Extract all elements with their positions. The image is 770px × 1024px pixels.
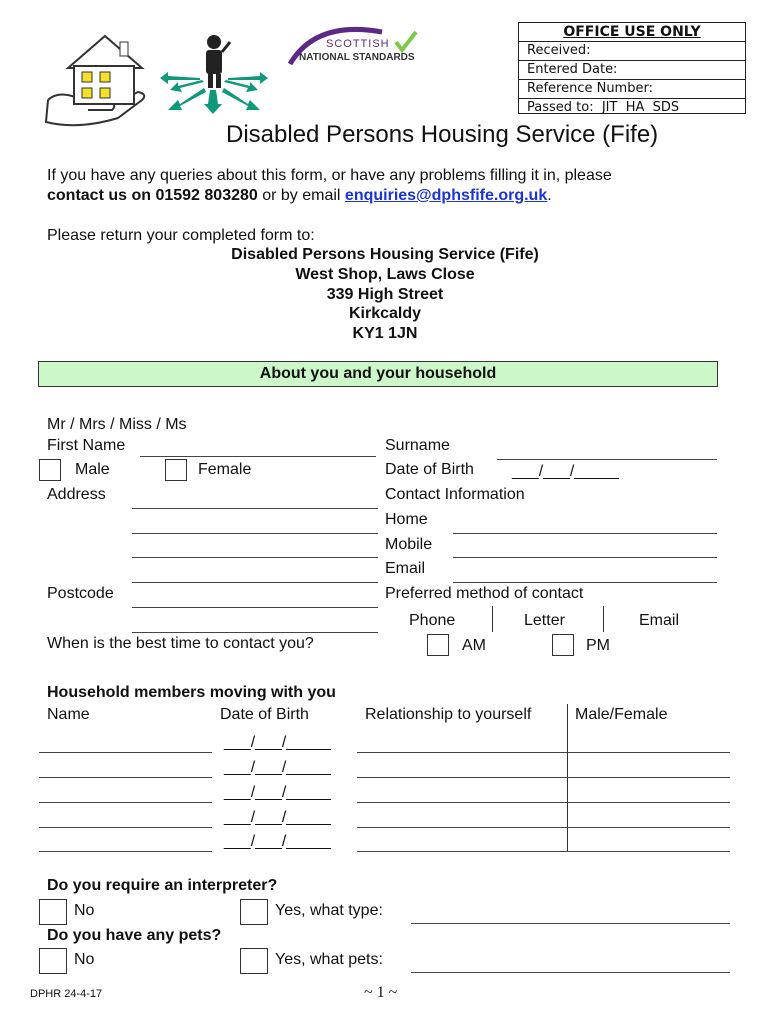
best-time-field[interactable] [132, 632, 378, 633]
pets-no-checkbox[interactable] [39, 948, 67, 974]
address-line-3: 339 High Street [326, 286, 444, 303]
office-reference-number: Reference Number: [519, 79, 745, 98]
house-in-hand-icon [38, 30, 150, 130]
member-relationship-field[interactable] [357, 851, 730, 852]
address-line-2: West Shop, Laws Close [295, 266, 475, 283]
member-relationship-field[interactable] [357, 752, 730, 753]
male-label: Male [75, 461, 110, 478]
first-name-label: First Name [47, 437, 126, 454]
intro-period: . [547, 187, 552, 204]
address-field-4[interactable] [132, 582, 378, 583]
member-dob-field[interactable]: ___/___/_____ [224, 759, 331, 776]
page-number: ~ 1 ~ [364, 984, 398, 1001]
member-name-field[interactable] [39, 752, 212, 753]
office-passed-to: Passed to: JIT HA SDS [519, 98, 745, 117]
first-name-field[interactable] [140, 456, 376, 457]
office-use-box [518, 22, 746, 114]
household-heading: Household members moving with you [47, 684, 336, 701]
contact-phone: contact us on 01592 803280 [47, 187, 258, 204]
mobile-label: Mobile [385, 536, 433, 553]
interpreter-yes-label: Yes, what type: [275, 902, 383, 919]
letter-option[interactable]: Letter [524, 612, 565, 629]
intro-line1: If you have any queries about this form, or have any problems filling it in, please [47, 167, 612, 184]
pets-yes-label: Yes, what pets: [275, 951, 383, 968]
interpreter-type-field[interactable] [411, 923, 730, 924]
col-dob: Date of Birth [220, 706, 309, 723]
office-entered-date: Entered Date: [519, 60, 745, 79]
section-banner: About you and your household [38, 361, 718, 387]
option-divider-2 [603, 606, 604, 632]
mobile-field[interactable] [453, 557, 717, 558]
office-heading: OFFICE USE ONLY [563, 24, 701, 40]
col-gender: Male/Female [575, 706, 668, 723]
pets-type-field[interactable] [411, 972, 730, 973]
address-line-1: Disabled Persons Housing Service (Fife) [231, 246, 539, 263]
tick-icon [396, 32, 416, 50]
member-relationship-field[interactable] [357, 802, 730, 803]
pets-yes-checkbox[interactable] [240, 948, 268, 974]
logo-line1: SCOTTISH [326, 38, 390, 50]
col-relationship: Relationship to yourself [365, 706, 532, 723]
option-divider-1 [492, 606, 493, 632]
interpreter-yes-checkbox[interactable] [240, 899, 268, 925]
address-line-5: KY1 1JN [352, 325, 418, 342]
male-checkbox[interactable] [39, 459, 61, 481]
person-arrows-icon [160, 32, 272, 116]
best-time-label: When is the best time to contact you? [47, 635, 314, 652]
member-name-field[interactable] [39, 827, 212, 828]
address-label: Address [47, 486, 106, 503]
logo-line2: NATIONAL STANDARDS [299, 52, 415, 63]
contact-info-label: Contact Information [385, 486, 525, 503]
interpreter-question: Do you require an interpreter? [47, 877, 278, 894]
pets-question: Do you have any pets? [47, 927, 222, 944]
member-relationship-field[interactable] [357, 777, 730, 778]
email-link[interactable]: enquiries@dphsfife.org.uk [344, 187, 548, 204]
titles-label: Mr / Mrs / Miss / Ms [47, 416, 187, 433]
preferred-contact-label: Preferred method of contact [385, 585, 584, 602]
member-name-field[interactable] [39, 777, 212, 778]
home-field[interactable] [453, 533, 717, 534]
address-field-1[interactable] [132, 508, 378, 509]
postcode-label: Postcode [47, 585, 114, 602]
member-dob-field[interactable]: ___/___/_____ [224, 809, 331, 826]
interpreter-no-checkbox[interactable] [39, 899, 67, 925]
return-label: Please return your completed form to: [47, 227, 315, 244]
dob-label: Date of Birth [385, 461, 474, 478]
member-name-field[interactable] [39, 802, 212, 803]
home-label: Home [385, 511, 428, 528]
page-title: Disabled Persons Housing Service (Fife) [226, 121, 659, 148]
member-name-field[interactable] [39, 851, 212, 852]
member-dob-field[interactable]: ___/___/_____ [224, 784, 331, 801]
pm-label: PM [586, 637, 610, 654]
member-dob-field[interactable]: ___/___/_____ [224, 734, 331, 751]
email-field[interactable] [453, 582, 717, 583]
am-label: AM [462, 637, 486, 654]
col-name: Name [47, 706, 90, 723]
form-code: DPHR 24-4-17 [30, 988, 103, 1000]
pets-no-label: No [74, 951, 95, 968]
intro-line2 [47, 187, 552, 205]
pm-checkbox[interactable] [552, 634, 574, 656]
column-divider [567, 704, 568, 852]
address-line-4: Kirkcaldy [348, 305, 422, 322]
by-email-text: or by email [257, 187, 345, 204]
address-field-2[interactable] [132, 533, 378, 534]
am-checkbox[interactable] [427, 634, 449, 656]
email-label: Email [385, 560, 426, 577]
female-label: Female [198, 461, 252, 478]
female-checkbox[interactable] [165, 459, 187, 481]
email-option[interactable]: Email [639, 612, 680, 629]
office-received: Received: [519, 41, 745, 60]
member-dob-field[interactable]: ___/___/_____ [224, 833, 331, 850]
member-relationship-field[interactable] [357, 827, 730, 828]
interpreter-no-label: No [74, 902, 95, 919]
surname-label: Surname [385, 437, 450, 454]
phone-option[interactable]: Phone [409, 612, 456, 629]
surname-field[interactable] [497, 459, 717, 460]
dob-field[interactable]: ___/___/_____ [512, 463, 619, 480]
postcode-field[interactable] [132, 607, 378, 608]
address-field-3[interactable] [132, 557, 378, 558]
